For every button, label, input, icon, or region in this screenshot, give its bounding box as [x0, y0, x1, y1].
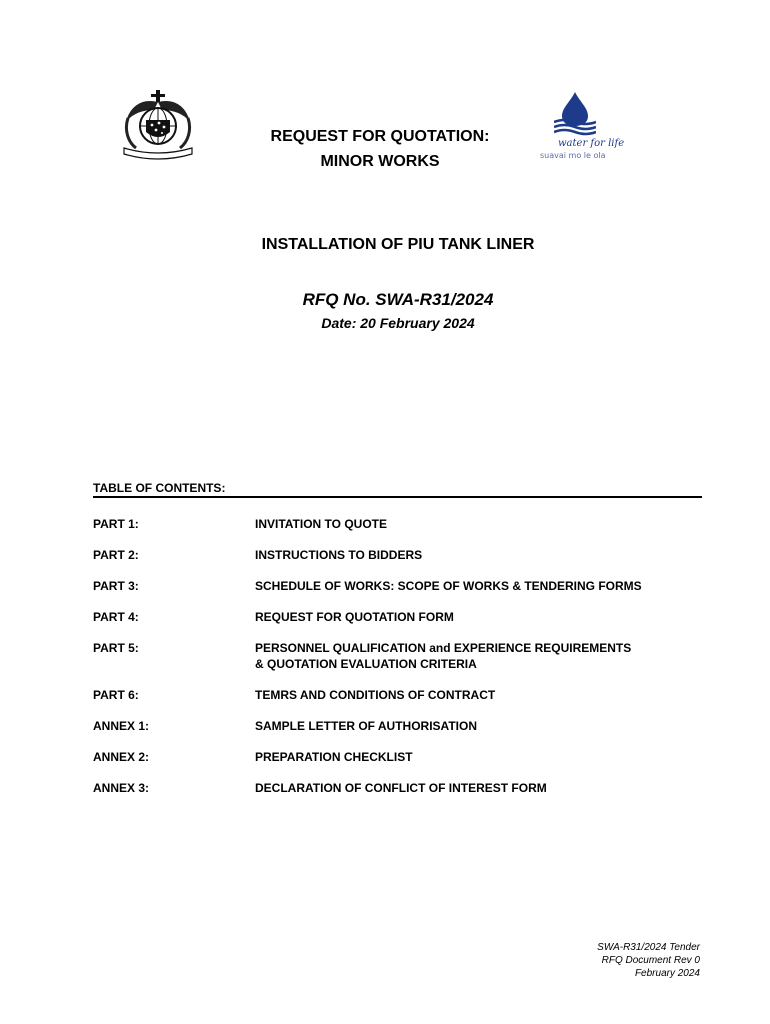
toc-item-text: DECLARATION OF CONFLICT OF INTEREST FORM — [255, 781, 547, 795]
toc-item-annex-2 — [93, 749, 702, 765]
water-drop-icon — [554, 92, 596, 136]
toc-item-annex-1 — [93, 718, 702, 734]
toc-heading: TABLE OF CONTENTS: — [93, 481, 226, 495]
table-of-contents — [93, 516, 702, 811]
toc-item-label: ANNEX 1: — [93, 719, 150, 733]
rfq-number: RFQ No. SWA-R31/2024 — [302, 290, 494, 309]
toc-item-text-line-2: & QUOTATION EVALUATION CRITERIA — [255, 657, 477, 671]
coat-of-arms-logo — [118, 88, 198, 160]
toc-item-text: PREPARATION CHECKLIST — [255, 750, 413, 764]
toc-item-part-4 — [93, 609, 702, 625]
footer-line-3: February 2024 — [634, 968, 700, 979]
toc-item-label: PART 2: — [93, 548, 139, 562]
toc-item-text-line-1: PERSONNEL QUALIFICATION and EXPERIENCE REQUIREMENTS — [255, 641, 632, 655]
title-line-1: REQUEST FOR QUOTATION: — [270, 128, 490, 145]
toc-item-part-1 — [93, 516, 702, 532]
toc-item-label: ANNEX 2: — [93, 750, 150, 764]
toc-item-label: PART 1: — [93, 517, 139, 531]
toc-item-text: SAMPLE LETTER OF AUTHORISATION — [255, 719, 477, 733]
toc-item-label: PART 3: — [93, 579, 139, 593]
toc-item-text: TEMRS AND CONDITIONS OF CONTRACT — [255, 688, 496, 702]
project-subject: INSTALLATION OF PIU TANK LINER — [261, 236, 535, 253]
toc-item-label: PART 4: — [93, 610, 139, 624]
toc-item-text: INSTRUCTIONS TO BIDDERS — [255, 548, 423, 562]
document-footer — [597, 941, 700, 980]
toc-item-part-6 — [93, 687, 702, 703]
toc-divider — [93, 496, 702, 498]
footer-line-1: SWA-R31/2024 Tender — [597, 942, 700, 953]
toc-item-text: REQUEST FOR QUOTATION FORM — [255, 610, 454, 624]
toc-item-text: INVITATION TO QUOTE — [255, 517, 387, 531]
footer-line-2: RFQ Document Rev 0 — [601, 955, 700, 966]
toc-item-label: PART 6: — [93, 688, 139, 702]
toc-item-text — [255, 640, 702, 672]
toc-item-part-3 — [93, 578, 702, 594]
toc-item-label: PART 5: — [93, 641, 139, 655]
rfq-date: Date: 20 February 2024 — [321, 315, 475, 331]
title-line-2: MINOR WORKS — [320, 153, 440, 170]
document-title — [200, 124, 560, 174]
logo-tagline: water for life — [558, 138, 625, 149]
toc-item-part-2 — [93, 547, 702, 563]
toc-item-label: ANNEX 3: — [93, 781, 150, 795]
toc-item-part-5 — [93, 640, 702, 672]
toc-item-text: SCHEDULE OF WORKS: SCOPE OF WORKS & TENDERING FORMS — [255, 579, 642, 593]
toc-item-annex-3 — [93, 780, 702, 796]
logo-tagline-local: suavai mo le ola — [540, 151, 606, 160]
